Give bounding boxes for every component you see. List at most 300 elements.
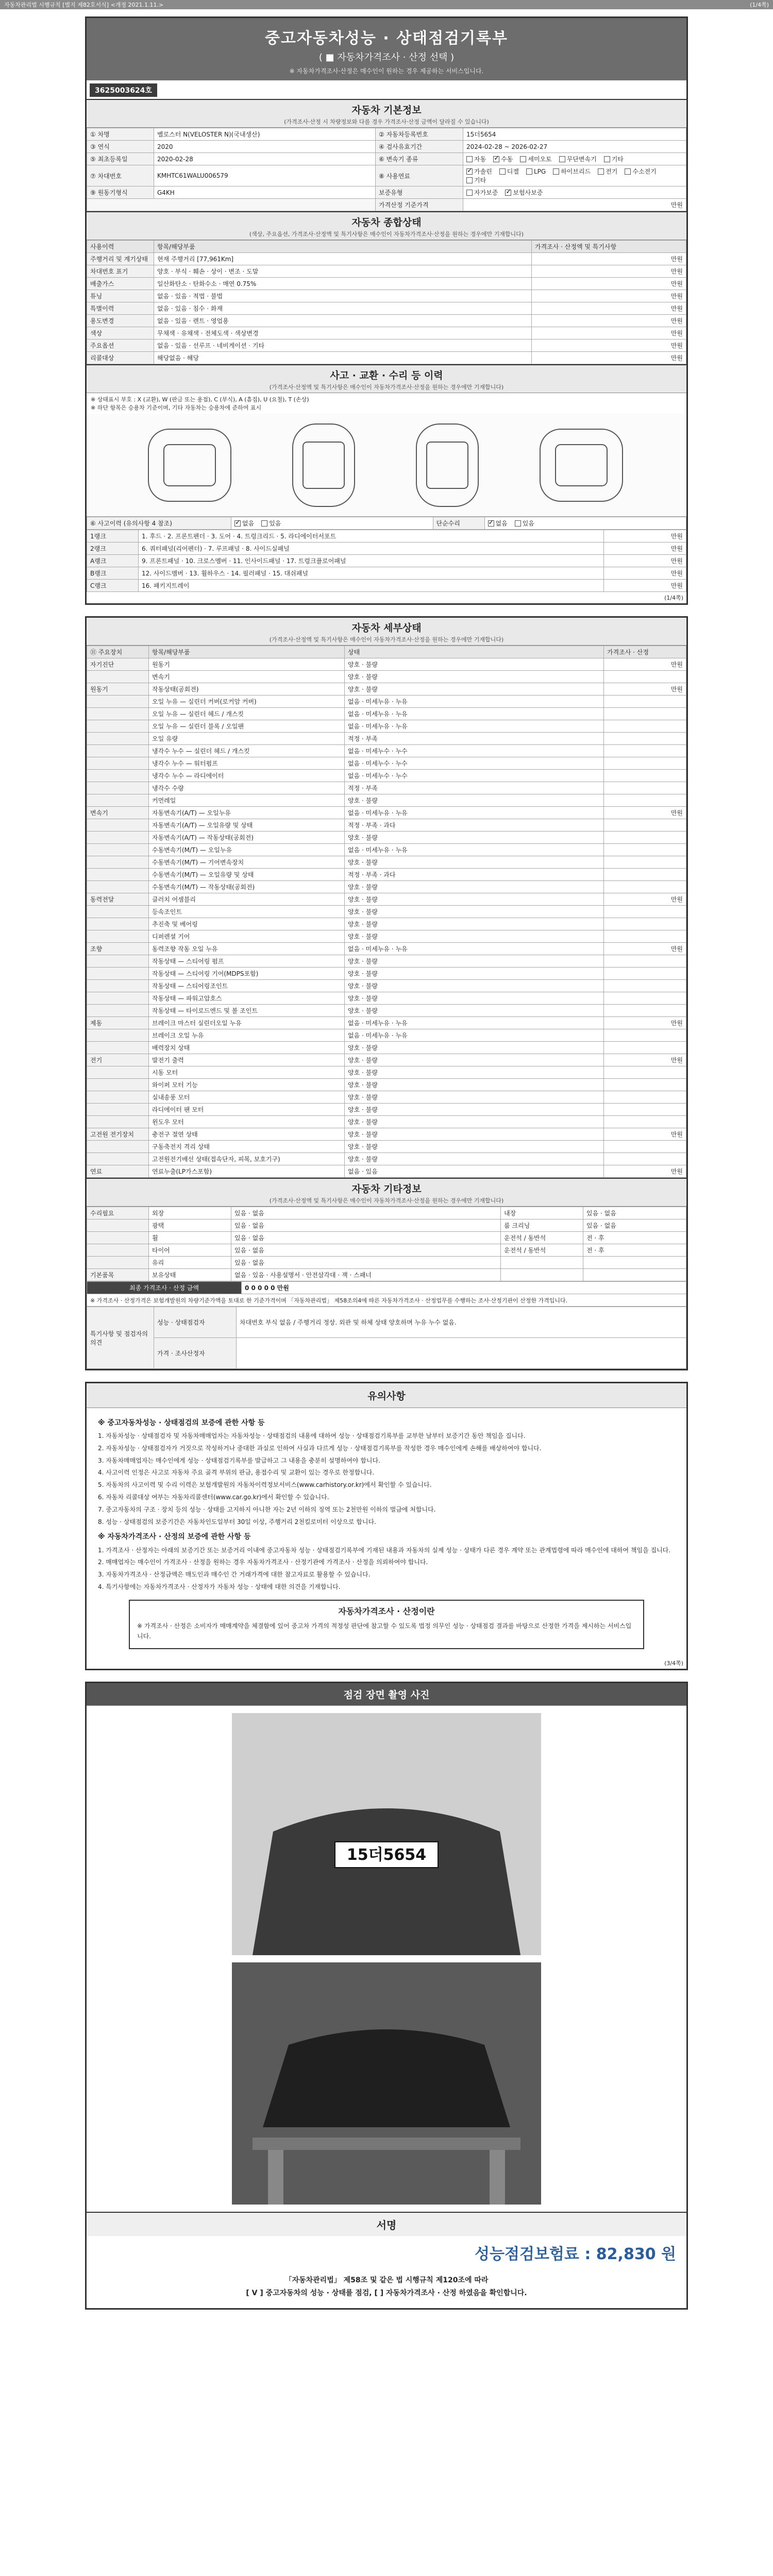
part-state: 양호 · 불량: [345, 832, 604, 844]
part-price: [604, 1005, 686, 1017]
document-header: [87, 18, 686, 80]
part-name: 클러치 어셈블리: [149, 893, 345, 906]
table-row: [87, 745, 686, 757]
part-price: [604, 1153, 686, 1165]
fuel-option-label: 기타: [474, 177, 486, 184]
etc-group: 기본품목: [87, 1269, 149, 1281]
row-label: 용도변경: [87, 315, 154, 327]
accident-table: [87, 517, 686, 530]
table-row: [87, 733, 686, 745]
etc-state: 있음 · 없음: [231, 1219, 501, 1232]
device-group: [87, 992, 149, 1005]
device-group: [87, 671, 149, 683]
part-name: 작동상태(공회전): [149, 683, 345, 696]
row-label: 리콜대상: [87, 352, 154, 364]
table-row: [87, 567, 686, 580]
checkbox-icon: [466, 177, 473, 183]
part-price: [604, 1141, 686, 1153]
checkbox-icon: [553, 168, 559, 175]
section-basic-header: [87, 99, 686, 128]
part-name: 작동상태 — 파워고압호스: [149, 992, 345, 1005]
table-row: [87, 1219, 686, 1232]
table-row: [87, 980, 686, 992]
part-name: 자동변속기(A/T) — 오일유량 및 상태: [149, 819, 345, 832]
special-notes-label: 특기사항 및 점검자의 의견: [87, 1307, 154, 1369]
part-price: 만원: [604, 683, 686, 696]
table-row: [87, 580, 686, 592]
part-state: 양호 · 불량: [345, 1054, 604, 1066]
col-price: 가격조사 · 산정액 및 특기사항: [532, 241, 686, 253]
warranty-option: [505, 188, 543, 197]
row-label: 차대번호 표기: [87, 265, 154, 278]
row-label: 배출가스: [87, 278, 154, 290]
part-name: 수동변속기(M/T) — 기어변속장치: [149, 856, 345, 869]
notice-item: 4. 특기사항에는 자동차가격조사 · 산정자가 자동차 성능 · 상태에 대한 의견을 기재합니다.: [98, 1583, 341, 1590]
engine-value: G4KH: [154, 187, 376, 199]
rank-price: 만원: [604, 555, 686, 567]
device-group: [87, 955, 149, 968]
part-name: 브레이크 오일 누유: [149, 1029, 345, 1042]
checkbox-icon: [598, 168, 604, 175]
device-group: [87, 918, 149, 930]
fuel-option-label: LPG: [533, 168, 546, 175]
col-main-device: ⑪ 주요장치: [87, 646, 149, 658]
form-regulation: 자동차관리법 시행규칙 [별지 제82호서식] <개정 2021.1.11.>: [4, 2, 164, 8]
table-row: [87, 856, 686, 869]
table-row: [87, 265, 686, 278]
device-group: 자기진단: [87, 658, 149, 671]
table-row: [87, 968, 686, 980]
sheet-page-3: [85, 1382, 688, 1670]
etc-item-2: 룸 크리닝: [501, 1219, 583, 1232]
device-group: 전기: [87, 1054, 149, 1066]
general-status-table: [87, 240, 686, 364]
table-row: [87, 1128, 686, 1141]
etc-state-2: 전 · 후: [583, 1232, 686, 1244]
device-group: [87, 856, 149, 869]
part-state: 없음 · 미세누수 · 누수: [345, 757, 604, 770]
transmission-option-label: 무단변속기: [566, 156, 597, 163]
checkbox-icon: [261, 520, 267, 527]
checkbox-icon: [505, 190, 511, 196]
part-price: 만원: [604, 1165, 686, 1178]
row-label: 주요옵션: [87, 340, 154, 352]
part-state: 적정 · 부족: [345, 733, 604, 745]
front-photo: [232, 1713, 541, 1955]
checkbox-icon: [625, 168, 631, 175]
part-name: 고전원전기배선 상태(접속단자, 피복, 보호기구): [149, 1153, 345, 1165]
definition-title: 자동차가격조사 · 산정이란: [338, 1606, 435, 1616]
table-row: [87, 819, 686, 832]
device-group: [87, 906, 149, 918]
device-group: [87, 782, 149, 794]
section-note: (가격조사·산정 시 차량정보와 다를 경우 가격조사·산정 금액이 달라질 수 있습니다): [284, 118, 489, 125]
fuel-option: [553, 167, 591, 176]
transmission-option: [493, 155, 513, 163]
device-group: [87, 980, 149, 992]
table-row: [87, 807, 686, 819]
rank-price: 만원: [604, 567, 686, 580]
rank-label: 2랭크: [87, 543, 139, 555]
row-value: 현재 주행거리 [77,961Km]: [154, 253, 532, 265]
transmission-options: [463, 153, 686, 165]
accident-history-label: ⑥ 사고이력 (유의사항 4 참조): [87, 517, 231, 530]
transmission-option: [520, 155, 551, 163]
notice-item: 5. 자동차의 사고이력 및 수리 이력은 보험개발원의 자동차이력정보서비스(www.carhistory.or.kr)에서 확인할 수 있습니다.: [98, 1481, 432, 1489]
simple-repair-label: 단순수리: [433, 517, 484, 530]
checkbox-icon: [526, 168, 532, 175]
part-price: [604, 906, 686, 918]
part-state: 양호 · 불량: [345, 881, 604, 893]
part-price: 만원: [604, 943, 686, 955]
device-group: [87, 720, 149, 733]
row-price: 만원: [532, 352, 686, 364]
row-price: 만원: [532, 302, 686, 315]
license-plate: 15더5654: [346, 1845, 427, 1864]
part-state: 없음 · 있음: [345, 1165, 604, 1178]
part-state: 없음 · 미세누유 · 누유: [345, 708, 604, 720]
section-title: 자동차 종합상태: [351, 217, 422, 228]
row-price: 만원: [532, 327, 686, 340]
fuel-label: ⑧ 사용연료: [376, 165, 463, 187]
part-price: [604, 708, 686, 720]
table-row: [87, 794, 686, 807]
transmission-option: [559, 155, 597, 163]
part-state: 양호 · 불량: [345, 968, 604, 980]
vin-label: ⑦ 차대번호: [87, 165, 154, 187]
car-outline-icon: [87, 414, 686, 517]
part-price: [604, 1066, 686, 1079]
part-name: 냉각수 누수 — 실린더 헤드 / 개스킷: [149, 745, 345, 757]
etc-item-2: [501, 1257, 583, 1269]
row-label: 특별이력: [87, 302, 154, 315]
part-name: 작동상태 — 스티어링조인트: [149, 980, 345, 992]
part-name: 구동축전지 격리 상태: [149, 1141, 345, 1153]
table-row: [87, 720, 686, 733]
device-group: [87, 1116, 149, 1128]
row-price: 만원: [532, 265, 686, 278]
row-price: 만원: [532, 315, 686, 327]
device-group: [87, 869, 149, 881]
device-group: [87, 1042, 149, 1054]
part-name: 시동 모터: [149, 1066, 345, 1079]
inspector-opinion: 차대번호 부식 없음 / 주행거리 정상. 외관 및 하체 상태 양호하며 누유 누수 없음.: [237, 1307, 686, 1338]
table-row: [87, 1029, 686, 1042]
table-row: [87, 543, 686, 555]
year-value: 2020: [154, 141, 376, 153]
device-group: [87, 844, 149, 856]
part-price: [604, 819, 686, 832]
warranty-type-label: 보증유형: [376, 187, 463, 199]
special-notes-table: [87, 1307, 686, 1369]
section-note: (색상, 주요옵션, 가격조사·산정액 및 특기사항은 매수인이 자동차가격조사·산정을 원하는 경우에만 기재합니다): [249, 231, 524, 238]
etc-state: 있음 · 없음: [231, 1244, 501, 1257]
accident-option-label: 있음: [269, 520, 281, 527]
year-label: ③ 연식: [87, 141, 154, 153]
document-note: ※ 자동차가격조사·산정은 매수인이 원하는 경우 제공하는 서비스입니다.: [289, 67, 484, 75]
etc-state-2: [583, 1257, 686, 1269]
row-value: 없음 · 있음 · 선루프 · 네비게이션 · 기타: [154, 340, 532, 352]
device-group: 고전원 전기장치: [87, 1128, 149, 1141]
accident-option: [234, 519, 254, 528]
part-price: [604, 968, 686, 980]
rank-price: 만원: [604, 580, 686, 592]
part-price: [604, 869, 686, 881]
device-group: [87, 1005, 149, 1017]
part-state: 양호 · 불량: [345, 980, 604, 992]
device-group: [87, 1091, 149, 1104]
device-group: 원동기: [87, 683, 149, 696]
etc-group: [87, 1257, 149, 1269]
part-state: 적정 · 부족 · 과다: [345, 819, 604, 832]
final-price-note: ※ 가격조사 · 산정가격은 보험개발원의 차량기준가액을 토대로 한 기준가격이며 「자동차관리법」 제58조의4에 따른 자동차가격조사 · 산정업무를 수행하는 조사·산정기관이 산정한 가격입니다.: [87, 1294, 686, 1307]
notice-item: 4. 사고이력 인정은 사고로 자동차 주요 골격 부위의 판금, 용접수리 및 교환이 있는 경우로 한정합니다.: [98, 1469, 375, 1477]
table-row: [87, 1165, 686, 1178]
part-price: [604, 733, 686, 745]
notice-heading-1: ※ 중고자동차성능 · 상태점검의 보증에 관한 사항 등: [98, 1419, 265, 1427]
warranty-options: [463, 187, 686, 199]
part-price: [604, 1116, 686, 1128]
part-price: [604, 671, 686, 683]
row-value: 없음 · 있음 · 렌트 · 영업용: [154, 315, 532, 327]
part-name: 수동변속기(M/T) — 오일유량 및 상태: [149, 869, 345, 881]
table-row: [87, 683, 686, 696]
section-accident-header: [87, 364, 686, 393]
checkbox-icon: [604, 156, 610, 162]
table-row: [87, 340, 686, 352]
part-name: 연료누출(LP가스포함): [149, 1165, 345, 1178]
part-price: 만원: [604, 1017, 686, 1029]
part-price: [604, 745, 686, 757]
section-title: 자동차 기본정보: [351, 105, 422, 116]
part-price: [604, 856, 686, 869]
row-value: 무채색 · 유채색 · 전체도색 · 색상변경: [154, 327, 532, 340]
part-state: 양호 · 불량: [345, 671, 604, 683]
fuel-option: [625, 167, 656, 176]
table-row: [87, 1207, 686, 1219]
section-title: 자동차 기타정보: [351, 1183, 422, 1195]
col-part: 항목/해당부품: [149, 646, 345, 658]
checkbox-icon: [466, 168, 473, 175]
part-name: 오일 유량: [149, 733, 345, 745]
etc-state: 있음 · 없음: [231, 1207, 501, 1219]
car-name-value: 벨로스터 N(VELOSTER N)(국내생산): [154, 128, 376, 141]
section-title: 자동차 세부상태: [351, 622, 422, 634]
part-price: [604, 918, 686, 930]
part-price: 만원: [604, 1128, 686, 1141]
part-price: 만원: [604, 658, 686, 671]
part-state: 없음 · 미세누유 · 누유: [345, 807, 604, 819]
repair-option-label: 있음: [522, 520, 534, 527]
part-name: 원동기: [149, 658, 345, 671]
part-name: 배력장치 상태: [149, 1042, 345, 1054]
part-state: 적정 · 부족: [345, 782, 604, 794]
table-row: [87, 1153, 686, 1165]
rank-items: 9. 프론트패널 · 10. 크로스멤버 · 11. 인사이드패널 · 17. 트렁크플로어패널: [139, 555, 604, 567]
device-group: [87, 1104, 149, 1116]
part-state: 없음 · 미세누유 · 누유: [345, 1029, 604, 1042]
table-row: [87, 658, 686, 671]
row-price: 만원: [532, 253, 686, 265]
legend-line-2: ※ 하단 항목은 승용차 기준이며, 기타 자동차는 승용차에 준하여 표시: [91, 404, 262, 411]
table-row: [87, 1116, 686, 1128]
part-state: 양호 · 불량: [345, 1066, 604, 1079]
part-state: 양호 · 불량: [345, 992, 604, 1005]
fuel-option: [499, 167, 519, 176]
rank-label: C랭크: [87, 580, 139, 592]
reg-no-label: ② 자동차등록번호: [376, 128, 463, 141]
table-row: [87, 955, 686, 968]
part-name: 작동상태 — 스티어링 펌프: [149, 955, 345, 968]
definition-box: [129, 1600, 644, 1649]
checkbox-icon: [499, 168, 506, 175]
part-price: [604, 844, 686, 856]
notice-item: 2. 자동차성능 · 상태점검자가 거짓으로 작성하거나 중대한 과실로 인하여 사실과 다르게 성능 · 상태점검기록부를 작성한 경우 매수인에게 손해를 배상하여야 합니다.: [98, 1444, 542, 1452]
footer-line-1: 「자동차관리법」 제58조 및 같은 법 시행규칙 제120조에 따라: [284, 2276, 489, 2284]
valid-value: 2024-02-28 ~ 2026-02-27: [463, 141, 686, 153]
notice-item: 1. 가격조사 · 산정자는 아래의 보증기간 또는 보증거리 이내에 중고자동차 성능 · 상태점검기록부에 기재된 내용과 자동차의 실제 성능 · 상태가 다른 경우 계약 또는 관계법령에 따라 매수인에 대하여 책임을 집니다.: [98, 1546, 671, 1554]
device-group: [87, 708, 149, 720]
device-group: 연료: [87, 1165, 149, 1178]
part-name: 작동상태 — 스티어링 기어(MDPS포함): [149, 968, 345, 980]
photo-header: [87, 1683, 686, 1706]
device-group: [87, 832, 149, 844]
table-row: [87, 906, 686, 918]
table-row: [87, 770, 686, 782]
part-state: 양호 · 불량: [345, 658, 604, 671]
table-row: [87, 530, 686, 543]
table-row: [87, 253, 686, 265]
device-group: 변속기: [87, 807, 149, 819]
col-price: 가격조사 · 산정: [604, 646, 686, 658]
rank-label: B랭크: [87, 567, 139, 580]
sign-section-title: 서명: [87, 2212, 686, 2236]
fuel-option: [526, 168, 546, 175]
table-row: [87, 930, 686, 943]
device-group: 동력전달: [87, 893, 149, 906]
accident-option: [261, 519, 281, 528]
part-state: 양호 · 불량: [345, 1042, 604, 1054]
transmission-option-label: 세미오토: [528, 156, 552, 163]
part-state: 없음 · 미세누수 · 누수: [345, 770, 604, 782]
etc-group: [87, 1232, 149, 1244]
etc-state-2: 전 · 후: [583, 1244, 686, 1257]
footer-statement: [87, 2269, 686, 2308]
page-note: (1/4쪽): [664, 595, 683, 601]
part-name: 자동변속기(A/T) — 작동상태(공회전): [149, 832, 345, 844]
transmission-label: ⑥ 변속기 종류: [376, 153, 463, 165]
part-price: [604, 1104, 686, 1116]
row-value: 양호 · 부식 · 훼손 · 상이 · 변조 · 도말: [154, 265, 532, 278]
accident-legend: [87, 393, 686, 414]
final-price-label: 최종 가격조사 · 산정 금액: [87, 1282, 242, 1294]
page-indicator: (1/4쪽): [750, 2, 769, 8]
checkbox-icon: [515, 520, 521, 527]
rank-items: 12. 사이드멤버 · 13. 휠하우스 · 14. 필러패널 · 15. 대쉬패널: [139, 567, 604, 580]
rear-photo: [232, 1962, 541, 2205]
accident-option-label: 없음: [242, 520, 255, 527]
transmission-option: [604, 155, 624, 163]
engine-label: ⑨ 원동기형식: [87, 187, 154, 199]
part-name: 냉각수 누수 — 워터펌프: [149, 757, 345, 770]
notice-item: 2. 매매업자는 매수인이 가격조사 · 산정을 원하는 경우 자동차가격조사 · 산정기관에 가격조사 · 산정을 의뢰하여야 합니다.: [98, 1558, 428, 1566]
device-group: [87, 1029, 149, 1042]
table-row: [87, 1042, 686, 1054]
etc-table: [87, 1207, 686, 1281]
device-group: [87, 968, 149, 980]
part-name: 작동상태 — 타이로드엔드 및 볼 조인트: [149, 1005, 345, 1017]
notice-body: [87, 1408, 686, 1657]
part-state: 양호 · 불량: [345, 683, 604, 696]
part-name: 오일 누유 — 실린더 블록 / 오일팬: [149, 720, 345, 733]
transmission-option-label: 자동: [474, 156, 486, 163]
device-group: [87, 733, 149, 745]
rank-label: A랭크: [87, 555, 139, 567]
device-group: [87, 881, 149, 893]
etc-item-2: [501, 1269, 583, 1281]
part-name: 변속기: [149, 671, 345, 683]
repair-option: [488, 519, 508, 528]
section-detail-header: [87, 618, 686, 646]
notice-heading-2: ※ 자동차가격조사 · 산정의 보증에 관한 사항 등: [98, 1533, 251, 1541]
top-bar: [0, 0, 773, 9]
part-state: 양호 · 불량: [345, 1153, 604, 1165]
part-name: 오일 누유 — 실린더 커버(로커암 커버): [149, 696, 345, 708]
page-note: (3/4쪽): [664, 1659, 683, 1667]
part-state: 적정 · 부족 · 과다: [345, 869, 604, 881]
part-state: 양호 · 불량: [345, 1128, 604, 1141]
notice-item: 3. 자동차가격조사 · 산정금액은 매도인과 매수인 간 거래가격에 대한 참고자료로 활용할 수 있습니다.: [98, 1571, 371, 1579]
etc-item: 외장: [149, 1207, 231, 1219]
part-name: 동력조향 작동 오일 누유: [149, 943, 345, 955]
etc-state: 있음 · 없음: [231, 1232, 501, 1244]
fuel-option-label: 디젤: [507, 168, 519, 175]
part-price: [604, 1029, 686, 1042]
device-group: [87, 930, 149, 943]
table-row: [87, 757, 686, 770]
etc-group: [87, 1219, 149, 1232]
col-detail: 항목/해당부품: [154, 241, 532, 253]
checkbox-icon: [520, 156, 526, 162]
price-basis-unit: 만원: [463, 199, 686, 211]
part-state: 양호 · 불량: [345, 893, 604, 906]
fuel-option-label: 가솔린: [474, 168, 492, 175]
table-row: [87, 1104, 686, 1116]
table-row: [87, 869, 686, 881]
device-group: [87, 757, 149, 770]
row-value: 일산화탄소 · 탄화수소 · 매연 0.75%: [154, 278, 532, 290]
device-group: 제동: [87, 1017, 149, 1029]
price-basis-label: 가격산정 기준가격: [376, 199, 463, 211]
part-state: 양호 · 불량: [345, 1141, 604, 1153]
etc-state-2: [583, 1269, 686, 1281]
notice-item: 1. 자동차성능 · 상태점검자 및 자동차매매업자는 자동차성능 · 상태점검의 내용에 대하여 성능 · 상태점검기록부를 교부한 날부터 보증기간 동안 책임을 집니다.: [98, 1432, 526, 1440]
part-state: 양호 · 불량: [345, 1104, 604, 1116]
part-state: 양호 · 불량: [345, 1005, 604, 1017]
notice-list: [98, 1431, 675, 1527]
transmission-option: [466, 155, 486, 163]
part-name: 등속조인트: [149, 906, 345, 918]
row-label: 튜닝: [87, 290, 154, 302]
table-row: [87, 844, 686, 856]
table-row: [87, 1244, 686, 1257]
part-price: [604, 757, 686, 770]
device-group: [87, 794, 149, 807]
part-state: 없음 · 미세누유 · 누유: [345, 1017, 604, 1029]
section-note: (가격조사·산정액 및 특기사항은 매수인이 자동차가격조사·산정을 원하는 경우에만 기재합니다): [269, 636, 504, 643]
part-state: 양호 · 불량: [345, 955, 604, 968]
car-body-diagram: [87, 414, 686, 517]
